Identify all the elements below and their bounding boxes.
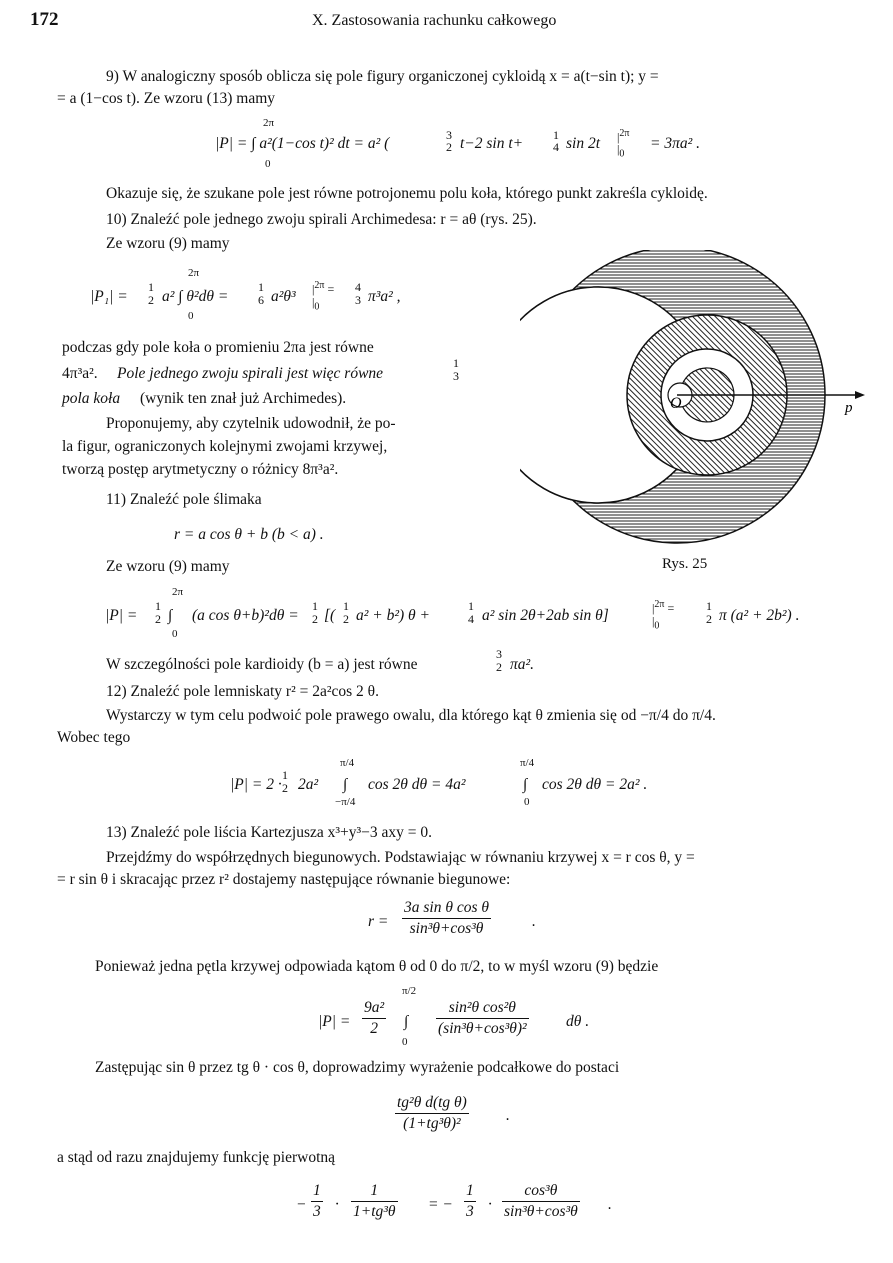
eq14-lo: 0 — [402, 1036, 408, 1048]
eq10-frac-1-6: 1 6 — [258, 280, 264, 307]
ze-wzoru-9a: Ze wzoru (9) mamy — [106, 235, 230, 252]
eq13-frac — [402, 898, 491, 939]
podczas-frac-1-3: 1 3 — [453, 356, 459, 383]
eq14-f-num: 9a² — [362, 998, 386, 1019]
eq9-lower: 0 — [265, 158, 271, 170]
eq10-rhs: π³a² , — [368, 288, 401, 305]
kardioida-b: πa². — [510, 656, 535, 673]
eq11-frac-1-4: 1 4 — [468, 599, 474, 626]
eq16-f4-num: cos³θ — [502, 1181, 580, 1202]
eq12-d: cos 2θ dθ = 2a² . — [542, 776, 648, 793]
eq9-mid: t−2 sin t+ — [460, 135, 524, 152]
eq16-f4 — [502, 1181, 580, 1222]
eq16-end: . — [608, 1196, 612, 1213]
label-O: O — [670, 395, 682, 412]
p9-line1: 9) W analogiczny sposób oblicza się pole figury organiczonej cykloidą x = a(t−sin t); y = — [106, 68, 659, 85]
eq14-coef — [362, 998, 386, 1039]
eq9-lhs: |P| = ∫ a²(1−cos t)² dt = a² ( — [215, 135, 390, 152]
eq12-int1: ∫ — [343, 776, 348, 793]
figure-caption: Rys. 25 — [662, 556, 708, 572]
eq16-eq: = − — [428, 1196, 453, 1213]
eq12-lo1: −π/4 — [335, 796, 356, 808]
eq11-bar: $|^{2\pi}$ = $|_0$ — [652, 599, 675, 632]
podczas-line3a: pola koła — [62, 390, 121, 407]
eq16-minus1: − — [296, 1196, 307, 1213]
eq11-int: ∫ — [168, 607, 173, 624]
eq15-dot: . — [506, 1107, 510, 1124]
poniewaz: Ponieważ jedna pętla krzywej odpowiada kątom θ od 0 do π/2, to w myśl wzoru (9) będzie — [95, 958, 659, 975]
przejdzmy2: = r sin θ i skracając przez r² dostajemy następujące równanie biegunowe: — [57, 871, 511, 888]
podczas-line3b: (wynik ten znał już Archimedes). — [140, 390, 347, 407]
eq12-b: 2a² — [298, 776, 319, 793]
p11: 11) Znaleźć pole ślimaka — [106, 491, 262, 508]
eq10-frac-4-3: 4 3 — [355, 280, 361, 307]
eq11-main: (a cos θ+b)²dθ = — [192, 607, 299, 624]
eq11-lower: 0 — [172, 628, 178, 640]
eq12-c: cos 2θ dθ = 4a² — [368, 776, 466, 793]
eq16-dot1: · — [335, 1196, 339, 1213]
eq11-frac-1-2d: 1 2 — [706, 599, 712, 626]
eq14-den: (sin³θ+cos³θ)² — [438, 1020, 527, 1037]
eq9-frac-3-2: 3 2 — [446, 128, 452, 154]
page-number: 172 — [30, 9, 59, 30]
eq13-den: sin³θ+cos³θ — [409, 920, 484, 937]
podczas-line2b: Pole jednego zwoju spirali jest więc równe — [117, 365, 384, 382]
p13: 13) Znaleźć pole liścia Kartezjusza x³+y³−3 axy = 0. — [106, 824, 433, 841]
eq16-f2-num: 1 — [351, 1181, 398, 1202]
eq11-frac-1-2b: 1 2 — [312, 599, 318, 626]
eq12-int2: ∫ — [523, 776, 528, 793]
eq9-rhs: sin 2t — [566, 135, 601, 152]
podczas-line1: podczas gdy pole koła o promieniu 2πa jest równe — [62, 339, 374, 356]
eq16-f3-den: 3 — [466, 1203, 474, 1220]
eq15-num: tg²θ d(tg θ) — [395, 1093, 469, 1114]
eq9-bar: $|^{2\pi}$ $|_0$ — [617, 128, 630, 160]
kardioida-frac-3-2: 3 2 — [496, 647, 502, 674]
label-p: p — [845, 400, 853, 416]
eq11-tail: a² sin 2θ+2ab sin θ] — [482, 607, 609, 624]
okazuje: Okazuje się, że szukane pole jest równe potrojonemu polu koła, którego punkt zakreśla cykloidę. — [106, 185, 708, 202]
eq10-lower: 0 — [188, 310, 194, 322]
astad: a stąd od razu znajdujemy funkcję pierwotną — [57, 1149, 336, 1166]
eq10-mid2: a²θ³ — [271, 288, 296, 305]
eq15-den: (1+tg³θ)² — [403, 1115, 461, 1132]
eq13-num: 3a sin θ cos θ — [402, 898, 491, 919]
spiral-figure — [520, 250, 865, 580]
eq14-int: ∫ — [404, 1013, 409, 1030]
eq12-up1: π/4 — [340, 757, 355, 769]
eq16-f1-num: 1 — [311, 1181, 323, 1202]
eq14-num: sin²θ cos²θ — [436, 998, 529, 1019]
axis-arrow — [855, 391, 865, 399]
p12: 12) Znaleźć pole lemniskaty r² = 2a²cos 2 θ. — [106, 683, 379, 700]
eq16-f3-num: 1 — [464, 1181, 476, 1202]
eq11-frac-1-2a: 1 2 — [155, 599, 161, 626]
eq13-r: r = — [368, 913, 389, 930]
eq9-frac-1-4: 1 4 — [553, 128, 559, 154]
eq14-frac — [436, 998, 529, 1039]
p9-line2: = a (1−cos t). Ze wzoru (13) mamy — [57, 90, 276, 107]
p10: 10) Znaleźć pole jednego zwoju spirali Archimedesa: r = aθ (rys. 25). — [106, 211, 537, 228]
eq12-frac-1-2: 1 2 — [282, 768, 288, 795]
ze-wzoru-9b: Ze wzoru (9) mamy — [106, 558, 230, 575]
eq11-lhs: |P| = — [105, 607, 138, 624]
wobec: Wobec tego — [57, 729, 131, 746]
propon-line3: tworzą postęp arytmetyczny o różnicy 8π³a². — [62, 461, 339, 478]
zastepujac: Zastępując sin θ przez tg θ · cos θ, doprowadzimy wyrażenie podcałkowe do postaci — [95, 1059, 620, 1076]
eq12-a: |P| = 2 · — [230, 776, 282, 793]
eq13-dot: . — [532, 913, 536, 930]
eq14-up: π/2 — [402, 985, 417, 997]
eq16-f2 — [351, 1181, 398, 1222]
eq16-f2-den: 1+tg³θ — [353, 1203, 396, 1220]
eq11-result: π (a² + 2b²) . — [719, 607, 800, 624]
przejdzmy1: Przejdźmy do współrzędnych biegunowych. Podstawiając w równaniu krzywej x = r cos θ, y = — [106, 849, 695, 866]
eq14-d: dθ . — [566, 1013, 590, 1030]
eq16-f3 — [464, 1181, 476, 1222]
kardioida-a: W szczególności pole kardioidy (b = a) jest równe — [106, 656, 418, 673]
podczas-line2a: 4π³a². — [62, 365, 98, 382]
eq14-f-den: 2 — [370, 1020, 378, 1037]
eq11a: r = a cos θ + b (b < a) . — [174, 526, 324, 543]
eq11-frac-1-2c: 1 2 — [343, 599, 349, 626]
eq9-upper: 2π — [263, 117, 275, 129]
eq15-frac — [395, 1093, 469, 1134]
eq11-bracket: [( — [324, 607, 336, 624]
eq16-f1-den: 3 — [313, 1203, 321, 1220]
eq9-result: = 3πa² . — [650, 135, 700, 152]
eq10-mid: a² ∫ θ²dθ = — [162, 288, 229, 305]
propon-line2: la figur, ograniczonych kolejnymi zwojami krzywej, — [62, 438, 388, 455]
eq10-upper: 2π — [188, 267, 200, 279]
wystarczy: Wystarczy w tym celu podwoić pole prawego owalu, dla którego kąt θ zmienia się od −π/4 do π/4. — [106, 707, 716, 724]
eq11-upper: 2π — [172, 586, 184, 598]
eq10-frac-1-2: 1 2 — [148, 280, 154, 307]
eq16-f1 — [311, 1181, 323, 1222]
eq10-bar: $|^{2\pi}$ = $|_0$ — [312, 280, 335, 313]
propon-line1: Proponujemy, aby czytelnik udowodnił, że po- — [106, 415, 396, 432]
eq10-lhs: |P₁| = — [90, 288, 128, 305]
eq12-lo2: 0 — [524, 796, 530, 808]
eq16-f4-den: sin³θ+cos³θ — [504, 1203, 578, 1220]
eq12-up2: π/4 — [520, 757, 535, 769]
running-header: X. Zastosowania rachunku całkowego — [312, 12, 557, 29]
eq16-dot2: · — [488, 1196, 492, 1213]
eq11-mid: a² + b²) θ + — [356, 607, 430, 624]
eq14-lhs: |P| = — [318, 1013, 351, 1030]
